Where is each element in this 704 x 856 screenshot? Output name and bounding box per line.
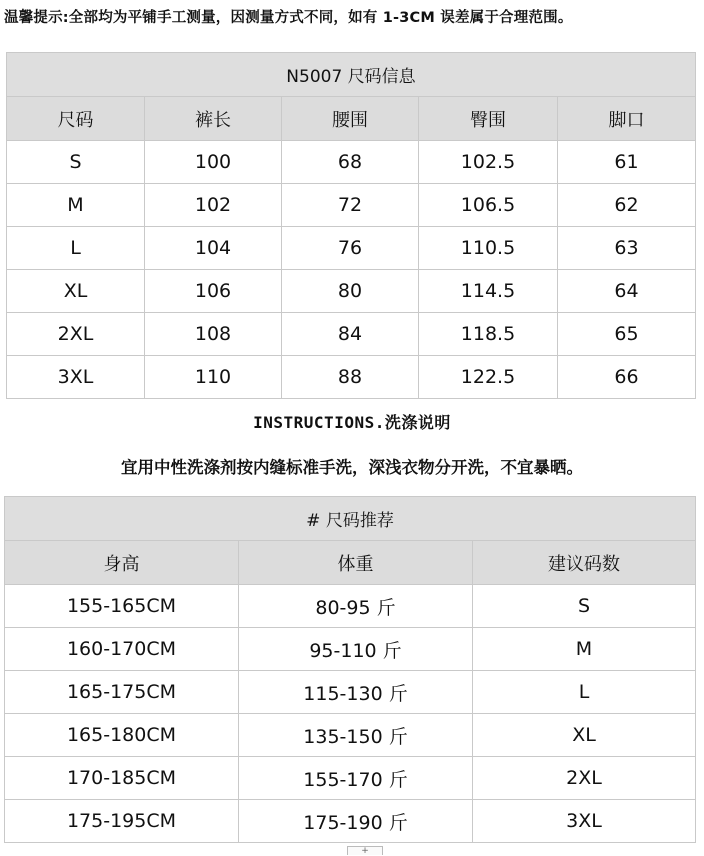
waist-cell: 84: [282, 313, 419, 356]
hip-cell: 122.5: [419, 356, 558, 399]
waist-cell: 88: [282, 356, 419, 399]
table-row: [5, 671, 696, 714]
length-cell: 104: [145, 227, 282, 270]
size-cell: L: [7, 227, 145, 270]
table-row: [5, 585, 696, 628]
size-info-table: [6, 52, 696, 399]
table-row: [7, 270, 696, 313]
hem-cell: 63: [558, 227, 696, 270]
table-row: [7, 184, 696, 227]
header-cell: 腰围: [282, 97, 419, 141]
hip-cell: 110.5: [419, 227, 558, 270]
table-row: [5, 714, 696, 757]
height-cell: 155-165CM: [5, 585, 239, 628]
recommend-table-title: # 尺码推荐: [5, 497, 696, 541]
table-row: [7, 313, 696, 356]
length-cell: 102: [145, 184, 282, 227]
length-cell: 100: [145, 141, 282, 184]
hip-cell: 106.5: [419, 184, 558, 227]
hem-cell: 66: [558, 356, 696, 399]
header-cell: 身高: [5, 541, 239, 585]
waist-cell: 76: [282, 227, 419, 270]
hem-cell: 61: [558, 141, 696, 184]
length-cell: 110: [145, 356, 282, 399]
hip-cell: 102.5: [419, 141, 558, 184]
height-cell: 170-185CM: [5, 757, 239, 800]
header-cell: 臀围: [419, 97, 558, 141]
size-cell: XL: [7, 270, 145, 313]
table-row: [7, 227, 696, 270]
expand-handle[interactable]: +: [347, 846, 383, 855]
waist-cell: 72: [282, 184, 419, 227]
suggested-size-cell: 2XL: [473, 757, 696, 800]
header-cell: 尺码: [7, 97, 145, 141]
suggested-size-cell: M: [473, 628, 696, 671]
hem-cell: 64: [558, 270, 696, 313]
table-row: [7, 141, 696, 184]
header-cell: 体重: [239, 541, 473, 585]
table-row: [5, 628, 696, 671]
weight-cell: 115-130 斤: [239, 671, 473, 714]
header-cell: 裤长: [145, 97, 282, 141]
weight-cell: 80-95 斤: [239, 585, 473, 628]
height-cell: 165-175CM: [5, 671, 239, 714]
length-cell: 108: [145, 313, 282, 356]
size-table-header-row: [7, 97, 696, 141]
weight-cell: 155-170 斤: [239, 757, 473, 800]
hem-cell: 65: [558, 313, 696, 356]
instructions-heading: INSTRUCTIONS.洗涤说明: [253, 413, 451, 432]
weight-cell: 135-150 斤: [239, 714, 473, 757]
suggested-size-cell: L: [473, 671, 696, 714]
size-recommendation-table: [4, 496, 696, 843]
length-cell: 106: [145, 270, 282, 313]
weight-cell: 175-190 斤: [239, 800, 473, 843]
hip-cell: 114.5: [419, 270, 558, 313]
table-row: [5, 757, 696, 800]
hem-cell: 62: [558, 184, 696, 227]
table-row: [5, 800, 696, 843]
recommend-table-header-row: [5, 541, 696, 585]
suggested-size-cell: XL: [473, 714, 696, 757]
size-cell: M: [7, 184, 145, 227]
height-cell: 165-180CM: [5, 714, 239, 757]
header-cell: 脚口: [558, 97, 696, 141]
suggested-size-cell: 3XL: [473, 800, 696, 843]
table-row: [7, 356, 696, 399]
size-cell: S: [7, 141, 145, 184]
size-table-title: N5007 尺码信息: [7, 53, 696, 97]
height-cell: 160-170CM: [5, 628, 239, 671]
suggested-size-cell: S: [473, 585, 696, 628]
wash-instructions: 宜用中性洗涤剂按内缝标准手洗，深浅衣物分开洗，不宜暴晒。: [121, 458, 583, 477]
size-cell: 2XL: [7, 313, 145, 356]
weight-cell: 95-110 斤: [239, 628, 473, 671]
size-cell: 3XL: [7, 356, 145, 399]
waist-cell: 68: [282, 141, 419, 184]
measurement-notice: 温馨提示:全部均为平铺手工测量，因测量方式不同，如有 1-3CM 误差属于合理范围。: [4, 10, 573, 26]
height-cell: 175-195CM: [5, 800, 239, 843]
hip-cell: 118.5: [419, 313, 558, 356]
waist-cell: 80: [282, 270, 419, 313]
header-cell: 建议码数: [473, 541, 696, 585]
